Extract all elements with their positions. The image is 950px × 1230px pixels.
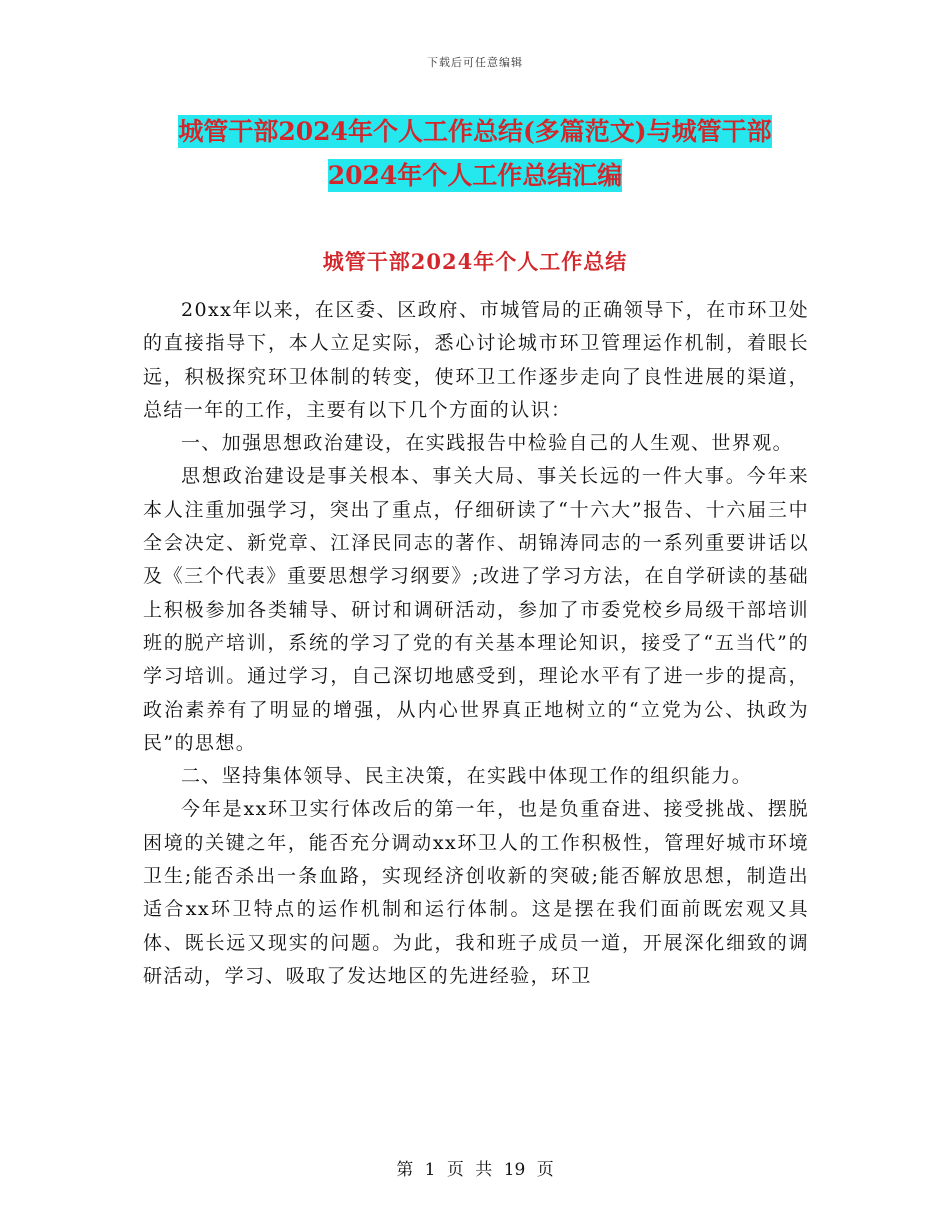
body-heading-2: 二、坚持集体领导、民主决策，在实践中体现工作的组织能力。 bbox=[181, 765, 753, 788]
page-header-note: 下载后可任意编辑 bbox=[427, 56, 523, 69]
body-paragraph: 思想政治建设是事关根本、事关大局、事关长远的一件大事。今年来本人注重加强学习，突出了重点，仔细研读了“十六大”报告、十六届三中全会决定、新党章、江泽民同志的著作、胡锦涛同志的一系列重要讲话以及《三个代表》重要思想学习纲要》;改进了学习方法，在自学研读的基础上积极参加各类辅导、研讨和调研活动，参加了市委党校乡局级干部培训班的脱产培训，系统的学习了党的有关基本理论知识，接受了“五当代”的学习培训。通过学习，自己深切地感受到，理论水平有了进一步的提高，政治素养有了明显的增强，从内心世界真正地树立的“立党为公、执政为民”的思想。 bbox=[143, 465, 809, 754]
body-paragraph: 20xx年以来，在区委、区政府、市城管局的正确领导下，在市环卫处的直接指导下，本人立足实际，悉心讨论城市环卫管理运作机制，着眼长远，积极探究环卫体制的转变，使环卫工作逐步走向了良性进展的渠道，总结一年的工作，主要有以下几个方面的认识： bbox=[143, 299, 809, 421]
document-title bbox=[0, 110, 950, 198]
document-body bbox=[143, 294, 809, 993]
document-title-line-2: 2024年个人工作总结汇编 bbox=[327, 161, 623, 190]
section-title: 城管干部2024年个人工作总结 bbox=[322, 249, 628, 274]
body-heading-1: 一、加强思想政治建设，在实践报告中检验自己的人生观、世界观。 bbox=[181, 432, 794, 455]
page-number-footer: 第 1 页 共 19 页 bbox=[396, 1160, 554, 1180]
document-title-line-1: 城管干部2024年个人工作总结(多篇范文)与城管干部 bbox=[178, 117, 772, 146]
body-paragraph: 今年是xx环卫实行体改后的第一年，也是负重奋进、接受挑战、摆脱困境的关键之年，能否充分调动xx环卫人的工作积极性，管理好城市环境卫生;能否杀出一条血路，实现经济创收新的突破;能否解放思想，制造出适合xx环卫特点的运作机制和运行体制。这是摆在我们面前既宏观又具体、既长远又现实的问题。为此，我和班子成员一道，开展深化细致的调研活动，学习、吸取了发达地区的先进经验，环卫 bbox=[143, 798, 809, 987]
